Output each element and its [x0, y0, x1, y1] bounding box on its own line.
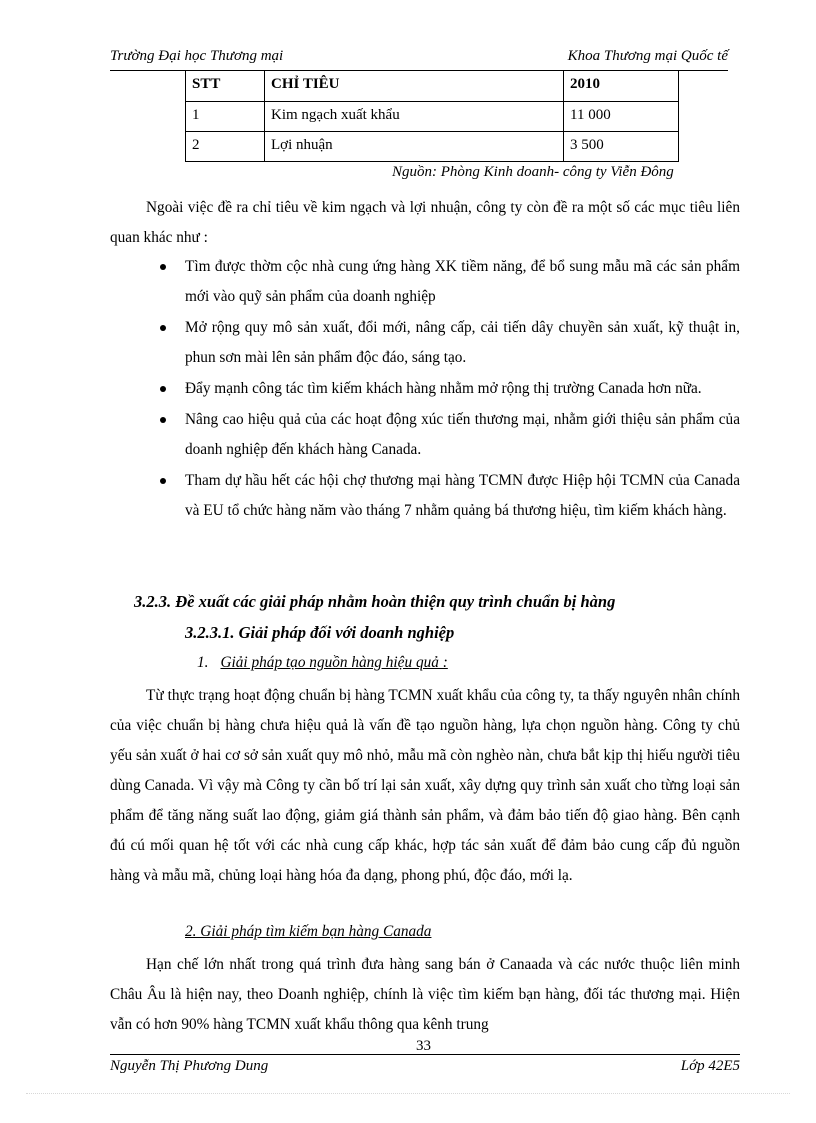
- table-cell: 3 500: [564, 132, 679, 162]
- table-header-cell: 2010: [564, 71, 679, 102]
- list-item-text: Mở rộng quy mô sản xuất, đổi mới, nâng cấp, cải tiến dây chuyền sản xuất, kỹ thuật in, phun sơn mài lên sản phẩm độc đáo, sáng tạo.: [185, 319, 740, 366]
- section-heading-3-2-3-1: 3.2.3.1. Giải pháp đối với doanh nghiệp: [185, 623, 455, 642]
- paragraph-text: Hạn chế lớn nhất trong quá trình đưa hàng sang bán ở Canaada và các nước thuộc liên minh Châu Âu là hiện nay, theo Doanh nghiệp, chính là việc tìm kiếm bạn hàng, đối tác thương mại. Hiện vẫn có hơn 90% hàng TCMN xuất khẩu thông qua kênh trung: [110, 956, 740, 1033]
- header-school: Trường Đại học Thương mại: [110, 48, 284, 64]
- goals-list: [160, 252, 740, 527]
- footer-class: Lớp 42E5: [680, 1058, 740, 1074]
- subheading-title: Giải pháp tạo nguồn hàng hiệu quả :: [220, 654, 448, 671]
- list-item-text: Tham dự hầu hết các hội chợ thương mại hàng TCMN được Hiệp hội TCMN của Canada và EU tổ chức hàng năm vào tháng 7 nhằm quảng bá thương hiệu, tìm kiếm khách hàng.: [185, 472, 740, 519]
- list-item-text: Tìm được thờm cộc nhà cung ứng hàng XK tiềm năng, để bổ sung mẫu mã các sản phẩm mới vào quỹ sản phẩm của doanh nghiệp: [185, 258, 740, 305]
- table-cell: Kim ngạch xuất khẩu: [265, 102, 564, 132]
- subheading-1: [197, 654, 448, 672]
- bullet-icon: [160, 386, 166, 392]
- table-cell: 1: [186, 102, 265, 132]
- list-item: [160, 405, 740, 465]
- intro-text: Ngoài việc đề ra chỉ tiêu về kim ngạch và lợi nhuận, công ty còn đề ra một số các mục tiêu liên quan khác như :: [110, 199, 740, 246]
- page-header: [110, 48, 728, 71]
- footer-divider: [110, 1054, 740, 1055]
- table-header-cell: STT: [186, 71, 265, 102]
- page-number: 33: [416, 1038, 431, 1054]
- table-cell: 2: [186, 132, 265, 162]
- list-item-text: Nâng cao hiệu quả của các hoạt động xúc tiến thương mại, nhằm giới thiệu sản phẩm của doanh nghiệp đến khách hàng Canada.: [185, 411, 740, 458]
- bullet-icon: [160, 478, 166, 484]
- list-item: [160, 374, 740, 404]
- footer-author: Nguyễn Thị Phương Dung: [110, 1058, 269, 1074]
- table-header-row: [186, 71, 679, 102]
- table-row: [186, 132, 679, 162]
- list-item: [160, 313, 740, 373]
- paragraph-text: Từ thực trạng hoạt động chuẩn bị hàng TCMN xuất khẩu của công ty, ta thấy nguyên nhân chính của việc chuẩn bị hàng chưa hiệu quả là vấn đề tạo nguồn hàng, lựa chọn nguồn hàng. Công ty chủ yếu sản xuất ở hai cơ sở sản xuất quy mô nhỏ, mẫu mã còn nghèo nàn, chưa bắt kịp thị hiếu người tiêu dùng Canada. Vì vậy mà Công ty cần bố trí lại sản xuất, xây dựng quy trình sản xuất cho từng loại sản phẩm để tăng năng suất lao động, giảm giá thành sản phẩm, và đảm bảo tiến độ giao hàng. Bên cạnh đú cú mối quan hệ tốt với các nhà cung cấp khác, hợp tác sản xuất để đảm bảo cung cấp đủ nguồn hàng và mẫu mã, chủng loại hàng hóa đa dạng, phong phú, độc đáo, mới lạ.: [110, 687, 740, 884]
- section-heading-3-2-3: 3.2.3. Đề xuất các giải pháp nhằm hoàn thiện quy trình chuẩn bị hàng: [134, 592, 616, 611]
- targets-table: [185, 70, 679, 162]
- subheading-2: 2. Giải pháp tìm kiếm bạn hàng Canada: [185, 923, 432, 940]
- table-cell: Lợi nhuận: [265, 132, 564, 162]
- list-item-text: Đẩy mạnh công tác tìm kiếm khách hàng nhằm mở rộng thị trường Canada hơn nữa.: [185, 380, 702, 397]
- paragraph-2: [110, 950, 740, 1040]
- bullet-icon: [160, 325, 166, 331]
- header-faculty: Khoa Thương mại Quốc tế: [567, 48, 728, 64]
- subheading-number: 1.: [197, 654, 209, 671]
- page-bottom-border: [26, 1093, 790, 1094]
- table-row: [186, 102, 679, 132]
- list-item: [160, 466, 740, 526]
- intro-paragraph: [110, 193, 740, 253]
- table-source: Nguồn: Phòng Kinh doanh- công ty Viễn Đông: [392, 164, 674, 180]
- bullet-icon: [160, 264, 166, 270]
- list-item: [160, 252, 740, 312]
- table-header-cell: CHỈ TIÊU: [265, 71, 564, 102]
- table-cell: 11 000: [564, 102, 679, 132]
- paragraph-1: [110, 681, 740, 891]
- bullet-icon: [160, 417, 166, 423]
